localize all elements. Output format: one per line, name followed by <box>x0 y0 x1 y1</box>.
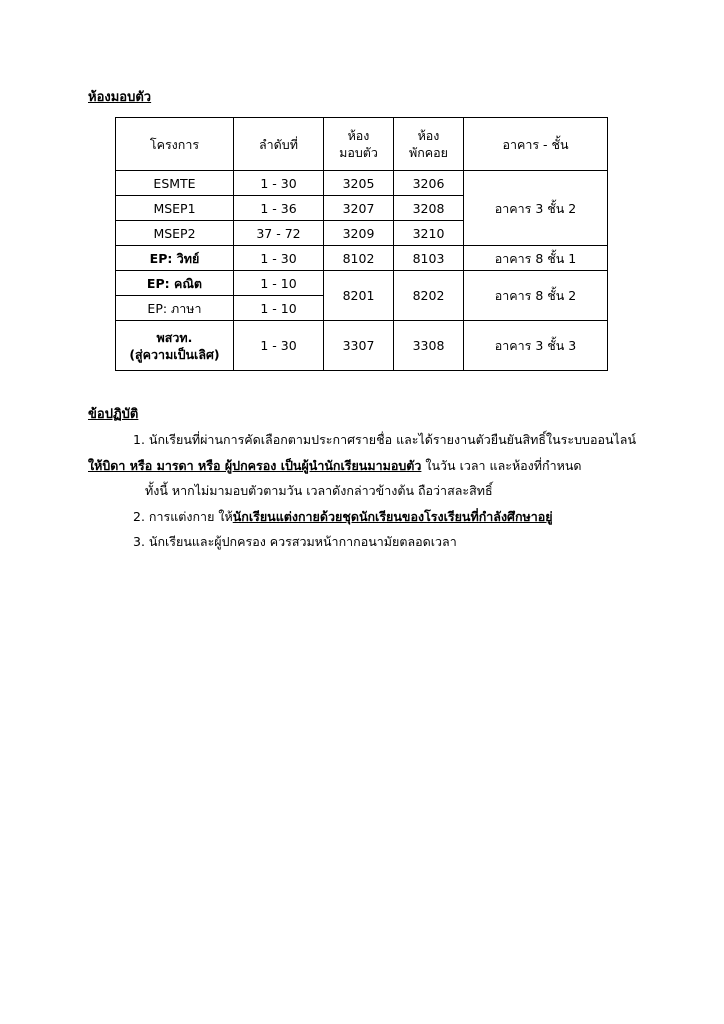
building-cell: อาคาร 3 ชั้น 3 <box>464 321 608 371</box>
program-cell: EP: คณิต <box>116 271 234 296</box>
table-header-row <box>116 118 608 171</box>
table-row <box>116 271 608 296</box>
program-cell-line2: (สู่ความเป็นเลิศ) <box>129 346 220 362</box>
report-room-cell: 3207 <box>324 196 394 221</box>
wait-room-cell: 8103 <box>394 246 464 271</box>
rule-1-line-3: ทั้งนี้ หากไม่มามอบตัวตามวัน เวลาดังกล่าวข้างต้น ถือว่าสละสิทธิ์ <box>145 483 493 498</box>
order-cell: 1 - 30 <box>234 321 324 371</box>
rule-1-line-2-rest: ในวัน เวลา และห้องที่กำหนด <box>421 458 582 473</box>
building-cell: อาคาร 8 ชั้น 2 <box>464 271 608 321</box>
program-cell: ESMTE <box>116 171 234 196</box>
program-cell-line1: พสวท. <box>156 329 193 345</box>
order-cell: 37 - 72 <box>234 221 324 246</box>
program-cell <box>116 321 234 371</box>
room-table <box>115 117 608 371</box>
order-cell: 1 - 36 <box>234 196 324 221</box>
wait-room-cell: 8202 <box>394 271 464 321</box>
rule-2-emphasis: นักเรียนแต่งกายด้วยชุดนักเรียนของโรงเรียนที่กำลังศึกษาอยู่ <box>232 509 553 524</box>
header-report-room <box>324 118 394 171</box>
table-row <box>116 171 608 196</box>
room-section-title: ห้องมอบตัว <box>88 90 152 105</box>
order-cell: 1 - 10 <box>234 271 324 296</box>
wait-room-cell: 3208 <box>394 196 464 221</box>
order-cell: 1 - 30 <box>234 171 324 196</box>
table-row <box>116 321 608 371</box>
header-report-room-line2: มอบตัว <box>339 145 378 160</box>
rule-1-emphasis: ให้บิดา หรือ มารดา หรือ ผู้ปกครอง เป็นผู้นำนักเรียนมามอบตัว <box>88 458 422 473</box>
report-room-cell: 3307 <box>324 321 394 371</box>
rules-section-title: ข้อปฏิบัติ <box>88 407 139 422</box>
building-cell: อาคาร 8 ชั้น 1 <box>464 246 608 271</box>
program-cell: MSEP2 <box>116 221 234 246</box>
rule-2 <box>133 507 553 527</box>
wait-room-cell: 3308 <box>394 321 464 371</box>
header-wait-room-line1: ห้อง <box>417 128 440 143</box>
header-wait-room <box>394 118 464 171</box>
report-room-cell: 3205 <box>324 171 394 196</box>
program-cell: MSEP1 <box>116 196 234 221</box>
report-room-cell: 8201 <box>324 271 394 321</box>
table-row <box>116 246 608 271</box>
header-program: โครงการ <box>116 118 234 171</box>
wait-room-cell: 3206 <box>394 171 464 196</box>
header-wait-room-line2: พักคอย <box>408 145 448 160</box>
order-cell: 1 - 30 <box>234 246 324 271</box>
order-cell: 1 - 10 <box>234 296 324 321</box>
building-cell: อาคาร 3 ชั้น 2 <box>464 171 608 246</box>
report-room-cell: 3209 <box>324 221 394 246</box>
header-report-room-line1: ห้อง <box>347 128 370 143</box>
program-cell: EP: ภาษา <box>116 296 234 321</box>
program-cell: EP: วิทย์ <box>116 246 234 271</box>
rule-3: 3. นักเรียนและผู้ปกครอง ควรสวมหน้ากากอนามัยตลอดเวลา <box>133 534 457 549</box>
header-order: ลำดับที่ <box>234 118 324 171</box>
report-room-cell: 8102 <box>324 246 394 271</box>
rule-1-line-2 <box>88 456 582 476</box>
wait-room-cell: 3210 <box>394 221 464 246</box>
rule-2-prefix: 2. การแต่งกาย ให้ <box>133 509 233 524</box>
rule-1-line-1: 1. นักเรียนที่ผ่านการคัดเลือกตามประกาศรายชื่อ และได้รายงานตัวยืนยันสิทธิ์ในระบบออนไลน์ <box>133 432 636 447</box>
header-building: อาคาร - ชั้น <box>464 118 608 171</box>
